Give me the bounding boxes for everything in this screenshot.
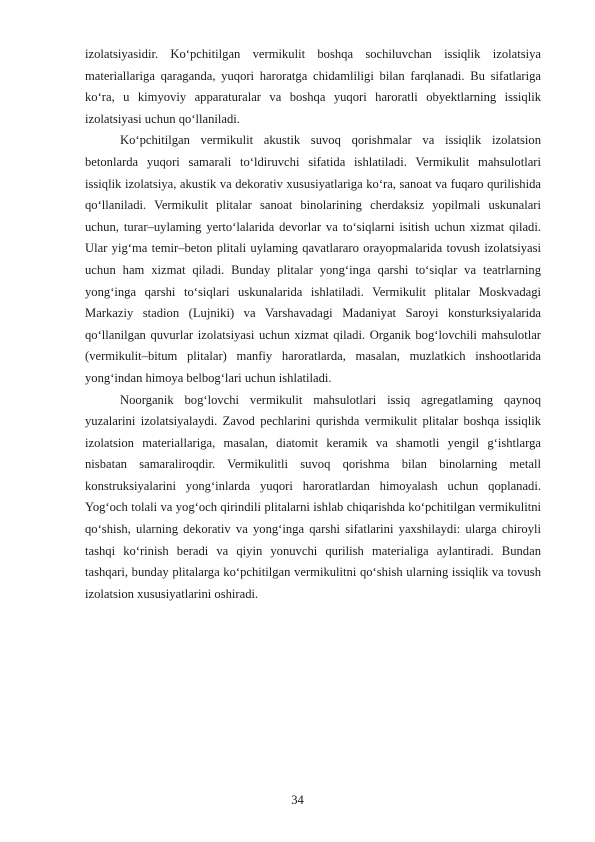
paragraph-2: Ko‘pchitilgan vermikulit akustik suvoq qorishmalar va issiqlik izolatsion betonlarda yuqori samarali to‘ldiruvchi sifatida ishlatiladi. Vermikulit mahsulotlari issiqlik izolatsiya, akustik va dekorativ xususiyatlariga ko‘ra, sanoat va fuqaro qurilishida qo‘llaniladi. Vermikulit plitalar sanoat binolarining cherdaksiz yopilmali uskunalari uchun, turar–uylaming yerto‘lalarida devorlar va to‘siqlarni isitish uchun xizmat qiladi. Ular yig‘ma temir–beton plitali uylaming qavatlararo orayopmalarida tovush izolatsiyasi uchun ham xizmat qiladi. Bunday plitalar yong‘inga qarshi to‘siqlar va teatrlarning yong‘inga qarshi to‘siqlari uskunalarida ishlatiladi. Vermikulit plitalar Moskvadagi Markaziy stadion (Lujniki) va Varshavadagi Madaniyat Saroyi konsturksiyalarida qo‘llanilgan quvurlar izolatsiyasi uchun xizmat qiladi. Organik bog‘lovchili mahsulotlar (vermikulit–bitum plitalar) manfiy haroratlarda, masalan, muzlatkich inshootlarida yong‘indan himoya belbog‘lari uchun ishlatiladi.	[85, 133, 541, 385]
page-number: 34	[291, 793, 304, 807]
paragraph-3: Noorganik bog‘lovchi vermikulit mahsulotlari issiq agregatlaming qaynoq yuzalarini izolatsiyalaydi. Zavod pechlarini qurishda vermikulit plitalar boshqa issiqlik izolatsion materiallariga, masalan, diatomit keramik va shamotli yengil g‘ishtlarga nisbatan samaraliroqdir. Vermikulitli suvoq qorishma bilan binolarning metall konstruksiyalarini yong‘inlarda yuqori haroratlardan himoyalash uchun qoplanadi. Yog‘och tolali va yog‘och qirindili plitalarni ishlab chiqarishda ko‘pchitilgan vermikulitni qo‘shish, ularning dekorativ va yong‘inga qarshi sifatlarini yaxshilaydi: ularga chiroyli tashqi ko‘rinish beradi va qiyin yonuvchi qurilish materialiga aylantiradi. Bundan tashqari, bunday plitalarga ko‘pchitilgan vermikulitni qo‘shish ularning issiqlik va tovush izolatsion xususiyatlarini oshiradi.	[85, 392, 541, 601]
document-body	[85, 44, 541, 605]
paragraph-1: izolatsiyasidir. Ko‘pchitilgan vermikulit boshqa sochiluvchan issiqlik izolatsiya materiallariga qaraganda, yuqori haroratga chidamliligi bilan farqlanadi. Bu sifatlariga ko‘ra, u kimyoviy apparaturalar va boshqa yuqori haroratli obyektlarning issiqlik izolatsiyasi uchun qo‘llaniladi.	[85, 47, 541, 126]
